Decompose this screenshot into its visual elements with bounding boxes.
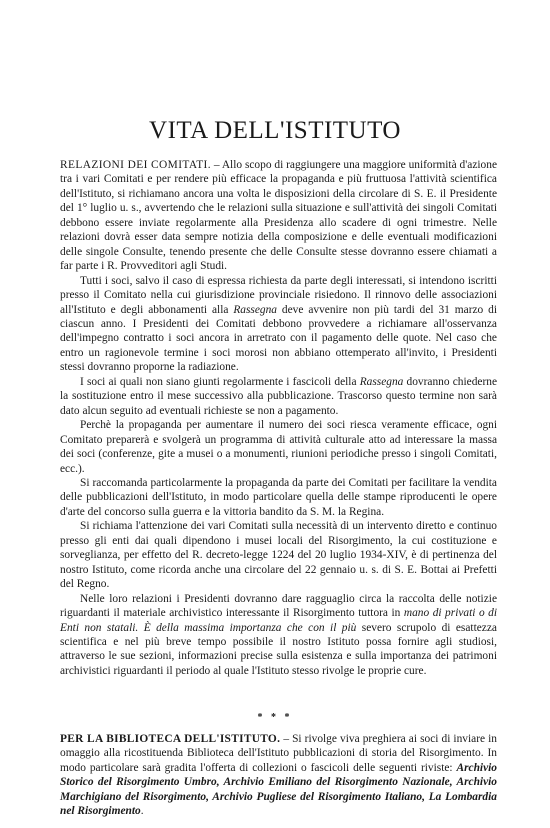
section-separator: * * *: [257, 712, 293, 723]
paragraph-text: Nelle loro relazioni i Presidenti dovranno dare ragguaglio circa la raccolta delle notizie riguardanti il materiale archivistico interessante il Risorgimento tuttora in: [60, 592, 497, 620]
journal-name: Rassegna: [233, 303, 278, 316]
paragraph-text: dovranno chiederne la sostituzione entro il mese successivo alla pubblicazione. Trascorso questo termine non sarà dato alcun seguito ad eventuali richieste se non a pagamento.: [60, 375, 498, 417]
paragraph-text: deve avvenire non più tardi del 31 marzo di ciascun anno. I Presidenti dei Comitati debbono provvedere a richiamare all'osservanza dell'impegno contratto i soci ancora in arretrato con il pagamento delle quote. Nel caso che entro un ragionevole termine i soci morosi non abbiano ottemperato all'invito, i Presidenti stessi dovranno proporne la radiazione.: [60, 303, 498, 374]
emphasis-text: mano di privati o di Enti non statali. È della massima importanza che con il più: [60, 607, 498, 634]
page-title: VITA DELL'ISTITUTO: [149, 116, 401, 144]
journal-list: Archivio Storico del Risorgimento Umbro, Archivio Emiliano del Risorgimento Nazionale, Archivio Marchigiano del Risorgimento, Archivio Pugliese del Risorgimento Italiano, La Lombardia nel Risorgimento: [60, 761, 497, 818]
section-heading: RELAZIONI DEI COMITATI.: [60, 159, 212, 171]
section-heading: PER LA BIBLIOTECA DELL'ISTITUTO.: [60, 733, 281, 745]
paragraph: [60, 732, 497, 819]
paragraph-text: .: [140, 805, 144, 818]
paragraph-text: severo scrupolo di esattezza scientifica e nel più breve tempo possibile il nostro Istituto possa fornire agli studiosi, attraverso le sue sezioni, informazioni precise sulla esistenza e sulla importanza dei patrimoni archivistici riguardanti il periodo al quale l'Istituto stesso rivolge le proprie cure.: [60, 621, 497, 677]
paragraph: [60, 375, 497, 418]
paragraph: [60, 519, 497, 591]
paragraph-text: – Si rivolge viva preghiera ai soci di inviare in omaggio alla ricostituenda Biblioteca dell'Istituto pubblicazioni di storia del Risorgimento. In modo particolare sarà gradita l'offerta di collezioni o fascicoli delle seguenti riviste:: [60, 733, 497, 774]
paragraph: [60, 158, 497, 274]
paragraph: [60, 476, 497, 519]
section-biblioteca: [60, 732, 497, 819]
journal-name: Rassegna: [359, 375, 404, 388]
paragraph-text: Si raccomanda particolarmente la propaganda da parte dei Comitati per facilitare la vendita delle pubblicazioni dell'Istituto, in modo particolare quella delle stampe riproducenti le opere d'arte del concorso sulla guerra e la vittoria bandito da S. M. la Regina.: [60, 476, 497, 518]
paragraph: [60, 418, 497, 476]
paragraph-text: – Allo scopo di raggiungere una maggiore uniformità d'azione tra i vari Comitati e per rendere più efficace la propaganda e più fruttuosa l'attività scientifica dell'Istituto, si richiamano ancora una volta le disposizioni della circolare di S. E. il Presidente del 1° luglio u. s., avvertendo che le relazioni sulla situazione e sull'attività dei singoli Comitati debbono essere inviate regolarmente alla Presidenza allo scadere di ogni trimestre. Nelle relazioni dovrà esser data sempre notizia della composizione e delle eventuali modificazioni delle singole Consulte, tenendo presente che delle Consulte stesse dovranno essere chiamati a far parte i R. Provveditori agli Studi.: [60, 159, 497, 273]
paragraph-text: Tutti i soci, salvo il caso di espressa richiesta da parte degli interessati, si intendono iscritti presso il Comitato nella cui giurisdizione provinciale risiedono. Il rinnovo delle associazioni all'Istituto e degli abbonamenti alla: [60, 274, 497, 316]
paragraph-text: Perchè la propaganda per aumentare il numero dei soci riesca veramente efficace, ogni Comitato preparerà e svolgerà un programma di attività culturale atto ad interessare la massa dei soci (conferenze, gite a musei o a monumenti, riunioni periodiche presso i singoli Comitati, ecc.).: [60, 419, 497, 475]
paragraph: [60, 592, 497, 679]
paragraph: [60, 274, 497, 375]
paragraph-text: I soci ai quali non siano giunti regolarmente i fascicoli della: [80, 375, 360, 388]
paragraph-text: Si richiama l'attenzione dei vari Comitati sulla necessità di un intervento diretto e continuo presso gli enti dai quali dipendono i musei locali del Risorgimento, la cui costituzione e sorveglianza, per effetto del R. decreto-legge 1224 del 20 luglio 1934-XIV, è di pertinenza del nostro Istituto, come ricorda anche una circolare del 22 gennaio u. s. di S. E. Bottai ai Prefetti del Regno.: [60, 520, 497, 591]
section-comitati: [60, 158, 497, 678]
